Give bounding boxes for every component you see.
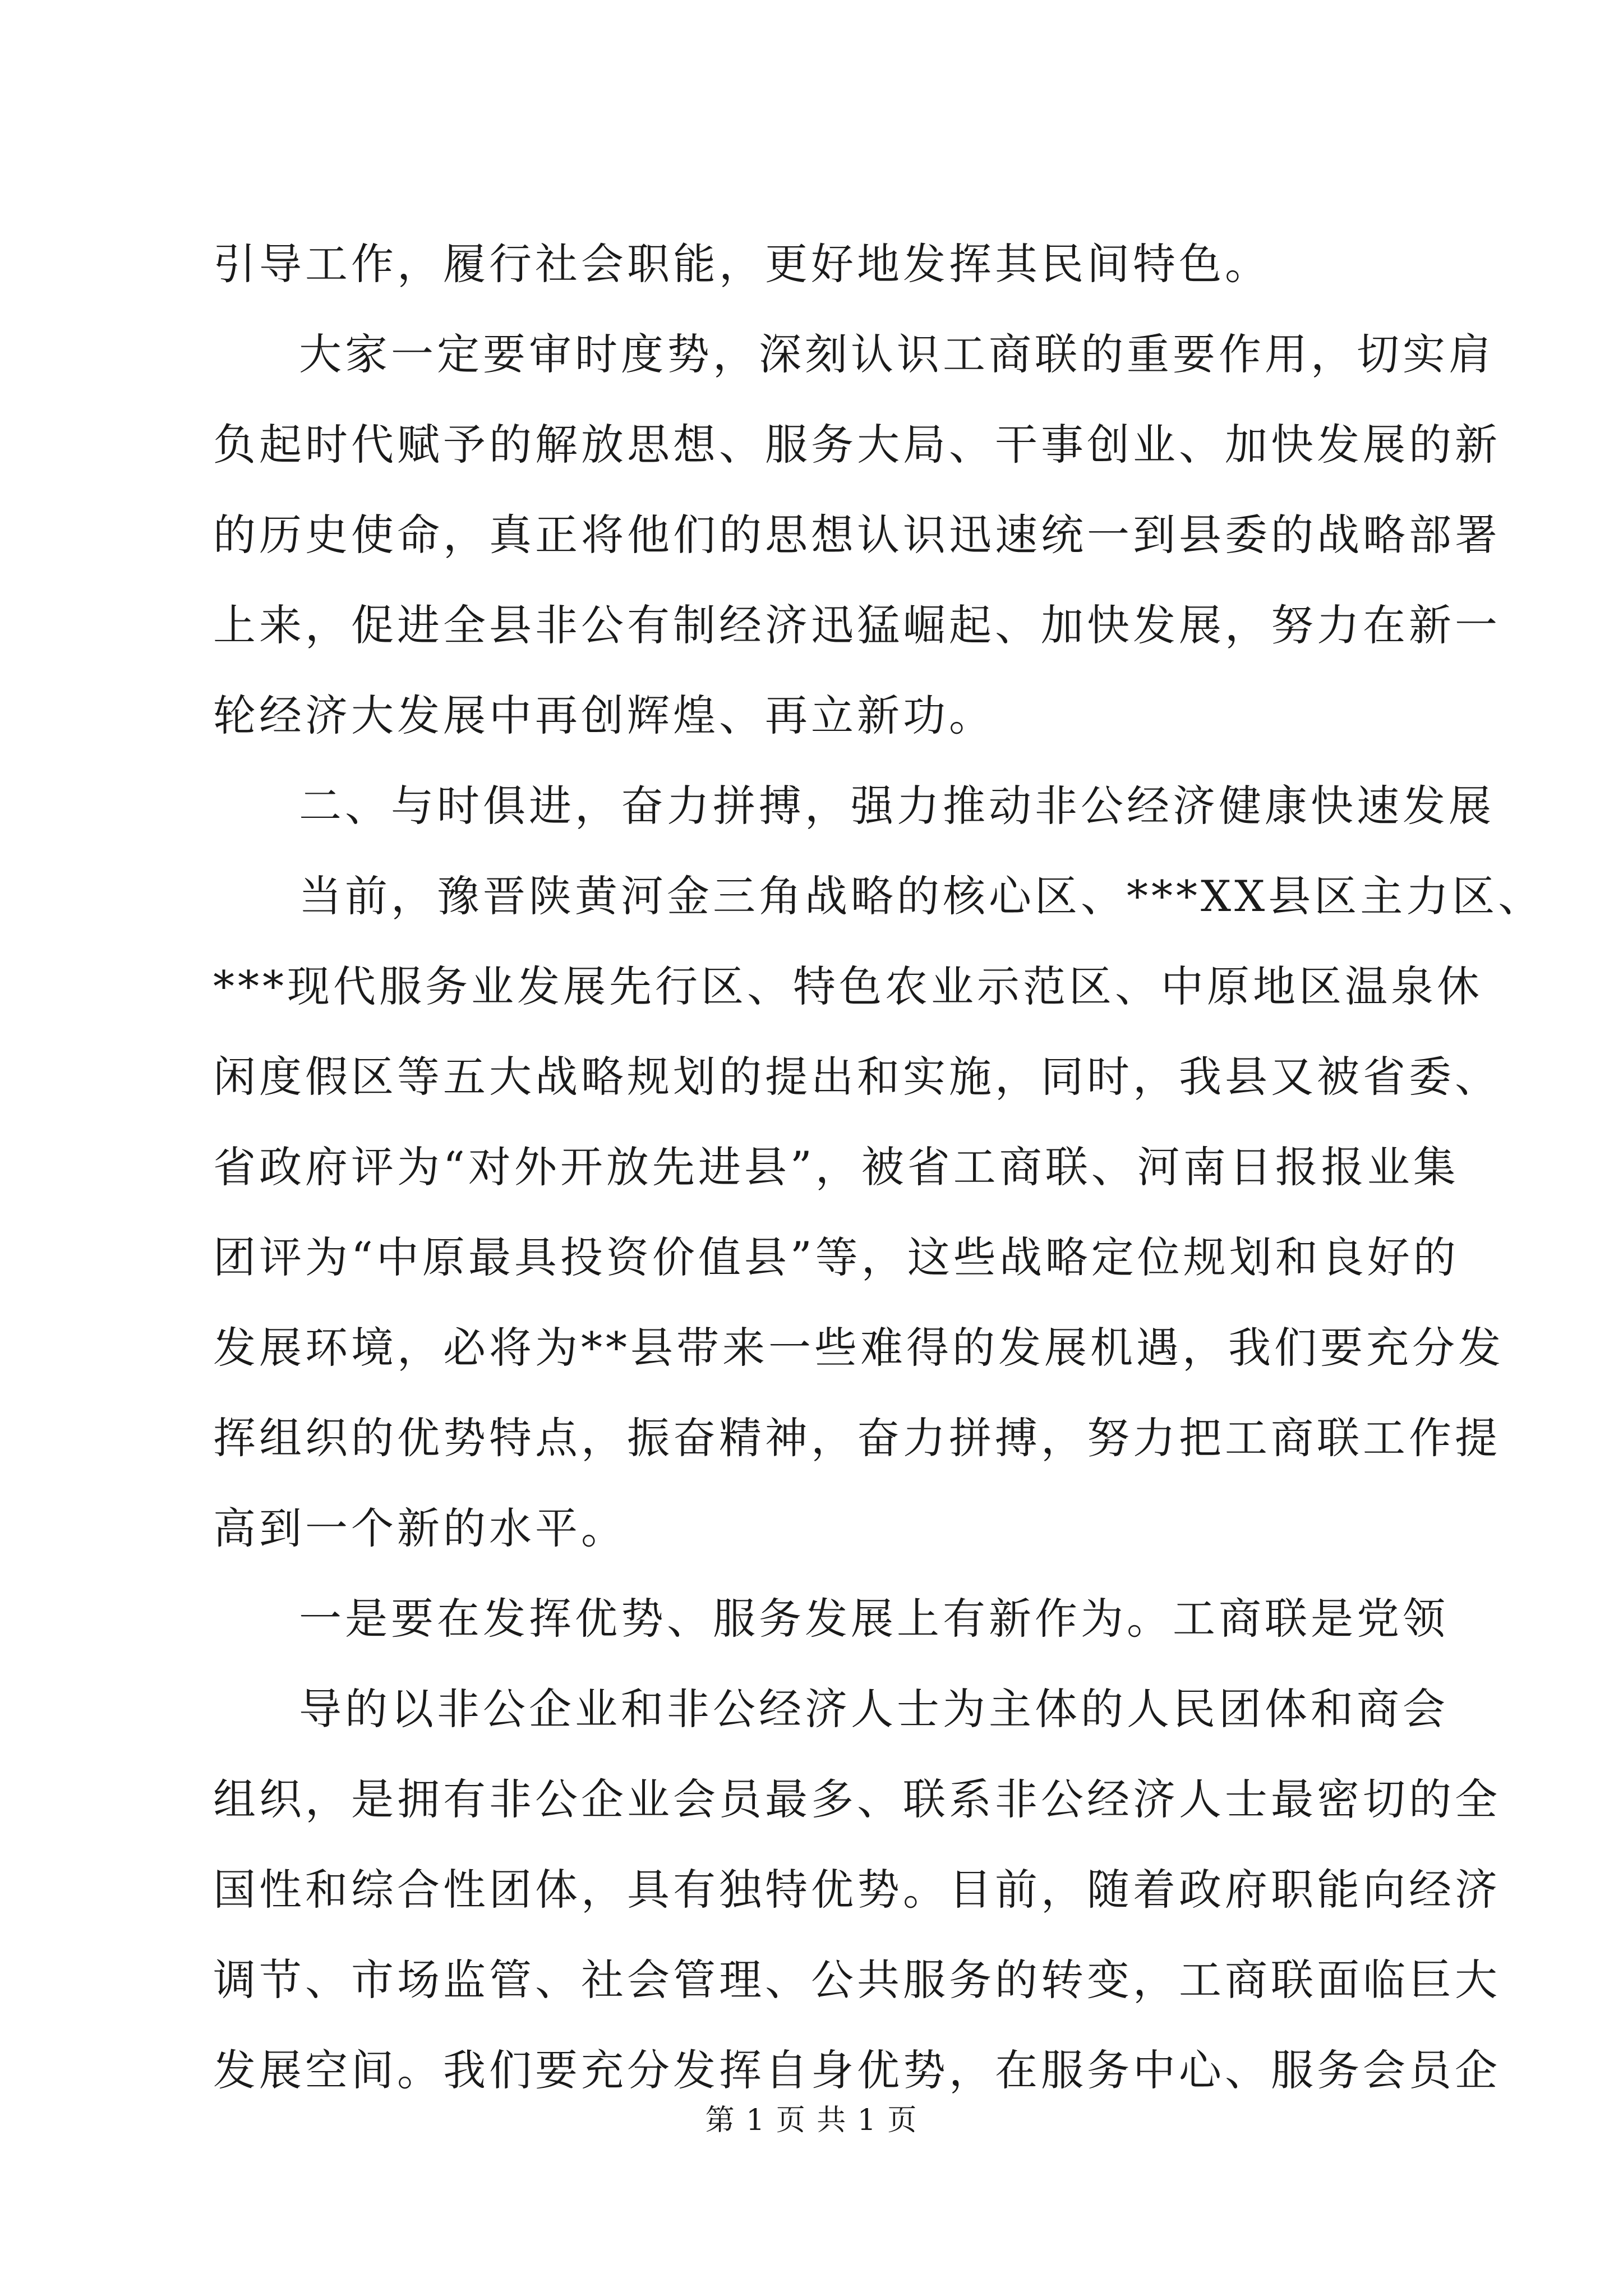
text-line: 挥组织的优势特点，振奋精神，奋力拼搏，努力把工商联工作提 — [213, 1413, 1501, 1463]
text-line: 发展空间。我们要充分发挥自身优势，在服务中心、服务会员企 — [213, 2045, 1501, 2095]
text-line: 的历史使命，真正将他们的思想认识迅速统一到县委的战略部署 — [213, 510, 1501, 560]
text-line: ***现代服务业发展先行区、特色农业示范区、中原地区温泉休 — [213, 961, 1483, 1011]
section-heading: 二、与时俱进，奋力拼搏，强力推动非公经济健康快速发展 — [299, 781, 1495, 831]
text-line: 一是要在发挥优势、服务发展上有新作为。工商联是党领 — [299, 1594, 1449, 1644]
text-line: 上来，促进全县非公有制经济迅猛崛起、加快发展，努力在新一 — [213, 600, 1501, 650]
text-line: 闲度假区等五大战略规划的提出和实施，同时，我县又被省委、 — [213, 1052, 1501, 1102]
text-line: 大家一定要审时度势，深刻认识工商联的重要作用，切实肩 — [299, 329, 1495, 379]
text-line: 负起时代赋予的解放思想、服务大局、干事创业、加快发展的新 — [213, 420, 1501, 470]
text-line: 省政府评为“对外开放先进县”，被省工商联、河南日报报业集 — [213, 1142, 1459, 1192]
text-line: 国性和综合性团体，具有独特优势。目前，随着政府职能向经济 — [213, 1865, 1501, 1915]
text-line: 轮经济大发展中再创辉煌、再立新功。 — [213, 691, 995, 740]
text-line: 发展环境，必将为**县带来一些难得的发展机遇，我们要充分发 — [213, 1323, 1504, 1373]
document-body — [213, 219, 1544, 2115]
page-number-footer: 第 1 页 共 1 页 — [705, 2104, 918, 2137]
text-line: 高到一个新的水平。 — [213, 1503, 627, 1553]
text-line: 导的以非公企业和非公经济人士为主体的人民团体和商会 — [299, 1684, 1449, 1734]
text-line: 调节、市场监管、社会管理、公共服务的转变，工商联面临巨大 — [213, 1955, 1501, 2005]
text-line: 组织，是拥有非公企业会员最多、联系非公经济人士最密切的全 — [213, 1774, 1501, 1824]
text-line: 团评为“中原最具投资价值县”等，这些战略定位规划和良好的 — [213, 1232, 1459, 1282]
text-line: 引导工作，履行社会职能，更好地发挥其民间特色。 — [213, 239, 1271, 289]
text-line: 当前，豫晋陕黄河金三角战略的核心区、***XX县区主力区、 — [299, 871, 1544, 921]
